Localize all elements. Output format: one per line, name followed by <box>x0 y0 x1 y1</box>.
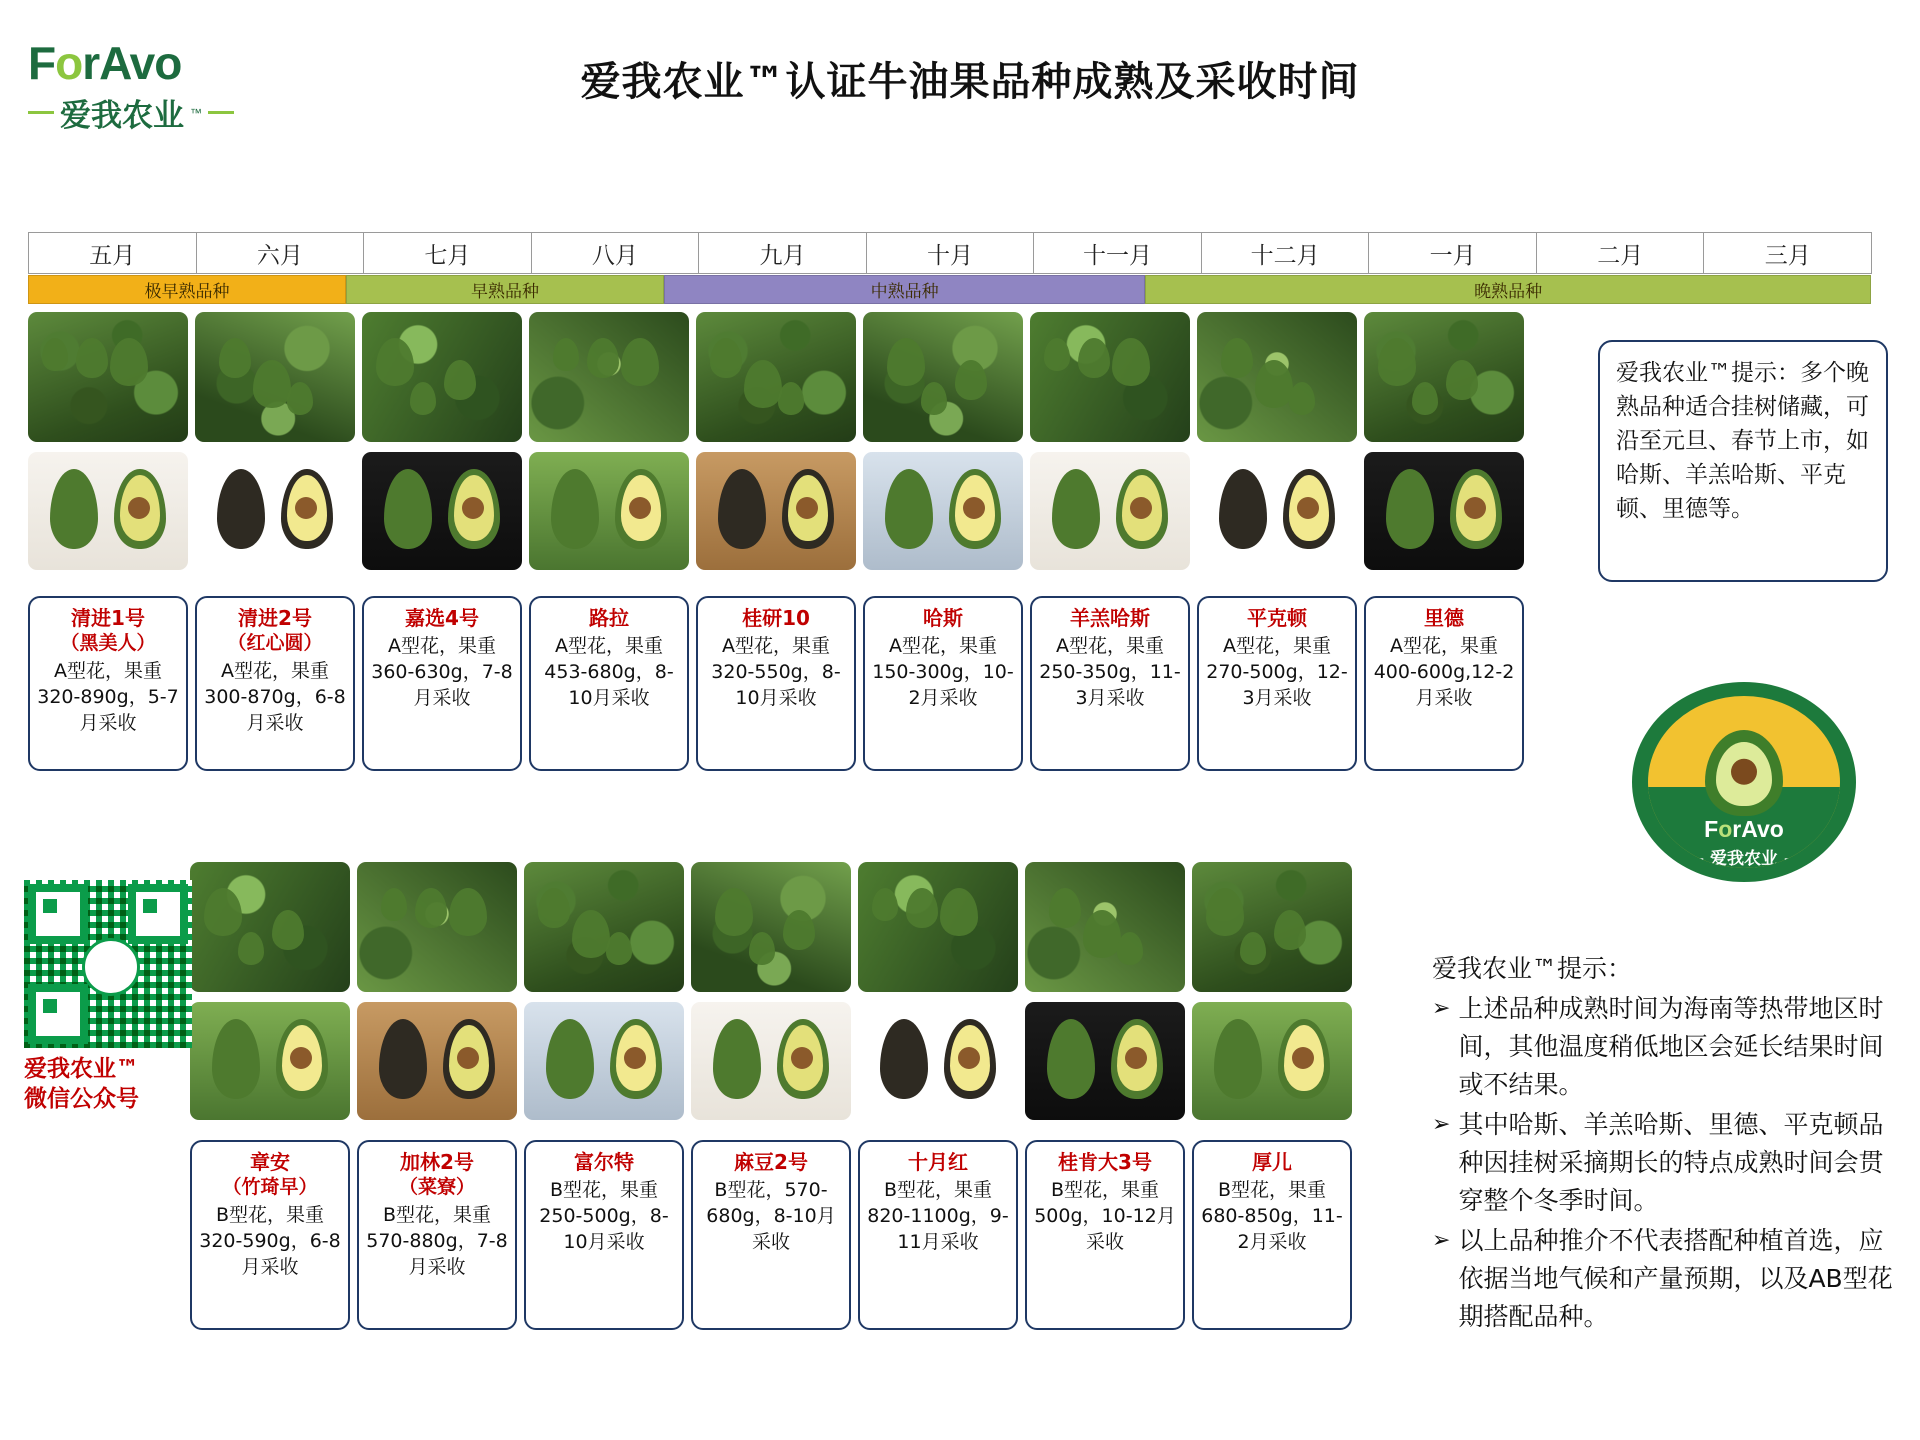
variety-name: 桂肯大3号 <box>1058 1150 1152 1174</box>
qr-caption-line1: 爱我农业™ <box>24 1056 139 1082</box>
logo-tm-mark: ™ <box>190 105 202 120</box>
variety-details: B型花，果重680-850g，11-2月采收 <box>1201 1179 1343 1253</box>
variety-details: B型花，果重820-1100g，9-11月采收 <box>867 1179 1009 1253</box>
halved-avocado <box>281 469 332 549</box>
halved-avocado <box>777 1019 828 1099</box>
variety-name: 厚儿 <box>1252 1150 1292 1174</box>
variety-name: 里德 <box>1424 606 1464 630</box>
avocado-on-tree <box>1289 382 1315 415</box>
tree-photo <box>1030 312 1190 442</box>
variety-alias: （红心圆） <box>227 632 323 654</box>
variety-details: A型花，果重300-870g，6-8月采收 <box>204 660 346 734</box>
variety-name: 麻豆2号 <box>734 1150 808 1174</box>
fruit-photo <box>1030 452 1190 570</box>
avocado-on-tree <box>906 888 938 928</box>
page-title: 爱我农业™认证牛油果品种成熟及采收时间 <box>580 59 1360 105</box>
halved-avocado <box>448 469 499 549</box>
avocado-on-tree <box>887 338 925 386</box>
variety-card <box>1364 596 1524 771</box>
avocado-on-tree <box>1274 910 1306 950</box>
season-band: 极早熟品种 <box>28 275 346 304</box>
avocado-on-tree <box>219 338 251 378</box>
avocado-on-tree <box>744 360 782 408</box>
bullet-icon: ➢ <box>1432 1228 1451 1253</box>
avocado-on-tree <box>272 910 304 950</box>
variety-name: 加林2号 <box>400 1150 474 1174</box>
avocado-on-tree <box>710 338 742 378</box>
qr-caption <box>24 1054 196 1114</box>
variety-name: 路拉 <box>589 606 629 630</box>
avocado-on-tree <box>783 910 815 950</box>
avocado-on-tree <box>1112 338 1150 386</box>
month-timeline <box>28 232 1871 274</box>
variety-details: B型花，果重570-880g，7-8月采收 <box>366 1204 508 1278</box>
variety-name: 清进1号 <box>71 606 145 630</box>
tree-photo <box>1192 862 1352 992</box>
qr-eye-bottom-left <box>28 984 88 1044</box>
bullet-icon: ➢ <box>1432 1112 1451 1137</box>
halved-avocado <box>782 469 833 549</box>
avocado-pit <box>1731 759 1757 785</box>
month-cell: 七月 <box>363 232 532 274</box>
variety-details: A型花，果重250-350g，11-3月采收 <box>1039 635 1181 709</box>
halved-avocado <box>949 469 1000 549</box>
variety-details: B型花，570-680g，8-10月采收 <box>706 1179 836 1253</box>
avocado-on-tree <box>415 888 447 928</box>
notes-items <box>1432 990 1900 1336</box>
variety-details: B型花，果重500g，10-12月采收 <box>1034 1179 1176 1253</box>
avocado-on-tree <box>1206 888 1244 936</box>
logo-word-f: F <box>28 37 56 89</box>
variety-name: 清进2号 <box>238 606 312 630</box>
variety-card <box>1030 596 1190 771</box>
logo-chinese-name: 爱我农业 <box>60 98 184 134</box>
tree-photo <box>863 312 1023 442</box>
fruit-photo <box>1025 1002 1185 1120</box>
logo-rule-left <box>28 111 54 114</box>
avocado-on-tree <box>1221 338 1253 378</box>
badge-wordmark <box>1648 816 1840 843</box>
whole-avocado <box>713 1019 761 1099</box>
fruit-photo <box>524 1002 684 1120</box>
halved-avocado <box>615 469 666 549</box>
logo-rule-right <box>208 111 234 114</box>
avocado-on-tree <box>1117 932 1143 965</box>
avocado-on-tree <box>449 888 487 936</box>
brand-logo <box>28 38 293 138</box>
avocado-on-tree <box>1446 360 1478 400</box>
month-cell: 三月 <box>1703 232 1872 274</box>
whole-avocado <box>212 1019 260 1099</box>
tree-photo <box>357 862 517 992</box>
avocado-on-tree <box>715 888 753 936</box>
halved-avocado <box>1278 1019 1329 1099</box>
variety-card <box>1197 596 1357 771</box>
note-item <box>1432 990 1900 1104</box>
halved-avocado <box>114 469 165 549</box>
fruit-photo <box>1192 1002 1352 1120</box>
whole-avocado <box>1214 1019 1262 1099</box>
avocado-on-tree <box>42 338 68 371</box>
tree-photo <box>190 862 350 992</box>
variety-card <box>524 1140 684 1330</box>
tree-photo <box>362 312 522 442</box>
fruit-photo <box>28 452 188 570</box>
badge-inner <box>1648 696 1840 868</box>
variety-alias: （黑美人） <box>60 632 156 654</box>
avocado-on-tree <box>872 888 898 921</box>
note-text: 上述品种成熟时间为海南等热带地区时间，其他温度稍低地区会延长结果时间或不结果。 <box>1458 994 1884 1099</box>
whole-avocado <box>551 469 599 549</box>
logo-word-o: o <box>55 37 83 89</box>
fruit-photo <box>529 452 689 570</box>
variety-details: B型花，果重250-500g，8-10月采收 <box>539 1179 669 1253</box>
variety-card <box>362 596 522 771</box>
fruit-photo <box>1197 452 1357 570</box>
avocado-on-tree <box>1044 338 1070 371</box>
badge-chinese: — 爱我农业 — <box>1687 849 1801 868</box>
fruit-photo <box>696 452 856 570</box>
whole-avocado <box>217 469 265 549</box>
avocado-on-tree <box>410 382 436 415</box>
month-cell: 九月 <box>698 232 867 274</box>
avocado-on-tree <box>1240 932 1266 965</box>
avocado-on-tree <box>955 360 987 400</box>
qr-eye-top-right <box>128 884 188 944</box>
variety-card <box>1192 1140 1352 1330</box>
note-text: 以上品种推介不代表搭配种植首选，应依据当地气候和产量预期，以及AB型花期搭配品种。 <box>1458 1226 1893 1331</box>
tree-photo <box>1197 312 1357 442</box>
fruit-photo <box>863 452 1023 570</box>
avocado-on-tree <box>553 338 579 371</box>
month-cell: 十二月 <box>1201 232 1370 274</box>
qr-code[interactable] <box>24 880 192 1048</box>
variety-name: 平克顿 <box>1247 606 1307 630</box>
avocado-on-tree <box>376 338 414 386</box>
variety-card <box>696 596 856 771</box>
tree-photo <box>1364 312 1524 442</box>
fruit-photo <box>858 1002 1018 1120</box>
variety-name: 哈斯 <box>923 606 963 630</box>
variety-card <box>190 1140 350 1330</box>
tree-photo <box>529 312 689 442</box>
whole-avocado <box>880 1019 928 1099</box>
whole-avocado <box>546 1019 594 1099</box>
variety-card <box>863 596 1023 771</box>
variety-details: A型花，果重320-890g，5-7月采收 <box>37 660 179 734</box>
whole-avocado <box>379 1019 427 1099</box>
whole-avocado <box>1219 469 1267 549</box>
halved-avocado <box>944 1019 995 1099</box>
avocado-on-tree <box>253 360 291 408</box>
variety-card <box>28 596 188 771</box>
variety-details: A型花，果重270-500g，12-3月采收 <box>1206 635 1348 709</box>
avocado-on-tree <box>76 338 108 378</box>
qr-caption-line2: 微信公众号 <box>24 1086 139 1112</box>
variety-card <box>529 596 689 771</box>
whole-avocado <box>1386 469 1434 549</box>
avocado-on-tree <box>749 932 775 965</box>
bullet-icon: ➢ <box>1432 996 1451 1021</box>
tree-photo <box>524 862 684 992</box>
variety-details: A型花，果重400-600g,12-2月采收 <box>1373 635 1515 709</box>
storage-tip-box <box>1598 340 1888 582</box>
fruit-photo <box>195 452 355 570</box>
fruit-photo <box>691 1002 851 1120</box>
halved-avocado <box>1111 1019 1162 1099</box>
whole-avocado <box>885 469 933 549</box>
note-item <box>1432 1222 1900 1336</box>
whole-avocado <box>1052 469 1100 549</box>
variety-details: A型花，果重453-680g，8-10月采收 <box>544 635 674 709</box>
badge-word-o: o <box>1718 816 1733 842</box>
variety-details: A型花，果重320-550g，8-10月采收 <box>711 635 841 709</box>
tree-photo <box>28 312 188 442</box>
variety-details: A型花，果重360-630g，7-8月采收 <box>371 635 513 709</box>
fruit-photo <box>357 1002 517 1120</box>
avocado-on-tree <box>110 338 148 386</box>
avocado-on-tree <box>287 382 313 415</box>
badge-word-rest: rAvo <box>1732 816 1784 842</box>
variety-card <box>195 596 355 771</box>
qr-eye-top-left <box>28 884 88 944</box>
logo-subline <box>28 90 293 135</box>
avocado-on-tree <box>381 888 407 921</box>
fruit-photo <box>190 1002 350 1120</box>
badge-word-f: F <box>1704 816 1719 842</box>
avocado-on-tree <box>1412 382 1438 415</box>
avocado-on-tree <box>238 932 264 965</box>
season-band: 中熟品种 <box>664 275 1145 304</box>
halved-avocado <box>276 1019 327 1099</box>
month-cell: 二月 <box>1536 232 1705 274</box>
fruit-photo <box>362 452 522 570</box>
storage-tip-text: 爱我农业™提示：多个晚熟品种适合挂树储藏，可沿至元旦、春节上市，如哈斯、羊羔哈斯、平克顿、里德等。 <box>1616 360 1869 522</box>
qr-center-logo <box>82 938 140 996</box>
avocado-on-tree <box>606 932 632 965</box>
variety-card <box>1025 1140 1185 1330</box>
month-cell: 十一月 <box>1033 232 1202 274</box>
variety-name: 羊羔哈斯 <box>1070 606 1150 630</box>
variety-details: B型花，果重320-590g，6-8月采收 <box>199 1204 341 1278</box>
avocado-on-tree <box>1078 338 1110 378</box>
whole-avocado <box>718 469 766 549</box>
wechat-qr-block <box>24 880 196 1114</box>
avocado-on-tree <box>538 888 570 928</box>
tree-photo <box>858 862 1018 992</box>
brand-badge <box>1632 682 1856 882</box>
month-cell: 十月 <box>866 232 1035 274</box>
avocado-icon <box>1705 730 1783 816</box>
tree-photo <box>1025 862 1185 992</box>
whole-avocado <box>1047 1019 1095 1099</box>
avocado-on-tree <box>204 888 242 936</box>
month-cell: 五月 <box>28 232 197 274</box>
halved-avocado <box>610 1019 661 1099</box>
tree-photo <box>691 862 851 992</box>
avocado-on-tree <box>940 888 978 936</box>
notes-block <box>1432 950 1900 1336</box>
month-cell: 一月 <box>1368 232 1537 274</box>
avocado-on-tree <box>444 360 476 400</box>
whole-avocado <box>50 469 98 549</box>
logo-wordmark <box>28 38 293 88</box>
season-timeline <box>28 275 1871 304</box>
month-cell: 六月 <box>196 232 365 274</box>
note-text: 其中哈斯、羊羔哈斯、里德、平克顿品种因挂树采摘期长的特点成熟时间会贯穿整个冬季时间。 <box>1458 1110 1884 1215</box>
halved-avocado <box>1450 469 1501 549</box>
whole-avocado <box>384 469 432 549</box>
variety-details: A型花，果重150-300g，10-2月采收 <box>872 635 1014 709</box>
avocado-on-tree <box>1083 910 1121 958</box>
avocado-on-tree <box>921 382 947 415</box>
fruit-photo <box>1364 452 1524 570</box>
halved-avocado <box>1283 469 1334 549</box>
avocado-on-tree <box>1378 338 1416 386</box>
tree-photo <box>696 312 856 442</box>
halved-avocado <box>443 1019 494 1099</box>
avocado-on-tree <box>572 910 610 958</box>
season-band: 早熟品种 <box>346 275 664 304</box>
variety-name: 章安 <box>250 1150 290 1174</box>
note-item <box>1432 1106 1900 1220</box>
avocado-on-tree <box>1049 888 1081 928</box>
avocado-on-tree <box>778 382 804 415</box>
season-band: 晚熟品种 <box>1145 275 1871 304</box>
notes-title: 爱我农业™提示： <box>1432 954 1633 983</box>
avocado-on-tree <box>587 338 619 378</box>
variety-card <box>858 1140 1018 1330</box>
variety-alias: （竹琦早） <box>222 1176 318 1198</box>
variety-card <box>691 1140 851 1330</box>
logo-word-rest: rAvo <box>82 37 182 89</box>
variety-name: 十月红 <box>908 1150 968 1174</box>
variety-card <box>357 1140 517 1330</box>
avocado-on-tree <box>1255 360 1293 408</box>
halved-avocado <box>1116 469 1167 549</box>
variety-name: 富尔特 <box>574 1150 634 1174</box>
variety-name: 嘉选4号 <box>405 606 479 630</box>
avocado-on-tree <box>621 338 659 386</box>
variety-name: 桂研10 <box>742 606 810 630</box>
month-cell: 八月 <box>531 232 700 274</box>
tree-photo <box>195 312 355 442</box>
variety-alias: （菜寮） <box>398 1176 475 1198</box>
